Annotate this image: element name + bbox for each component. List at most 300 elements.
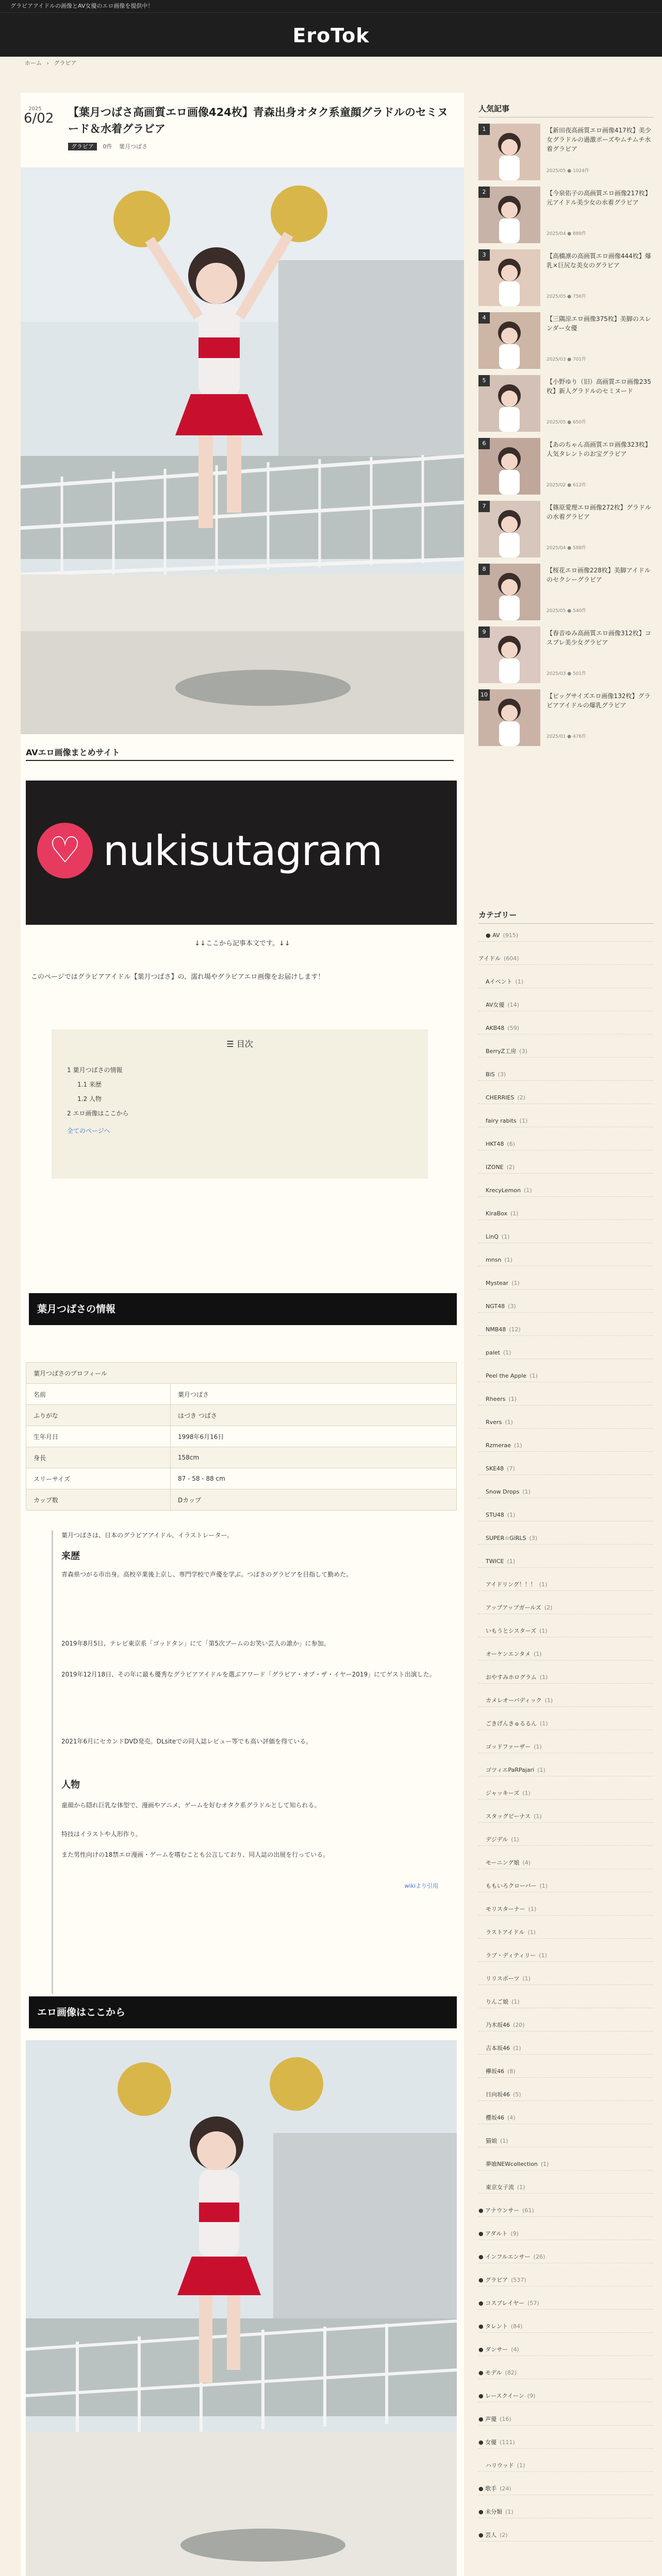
category-name[interactable]: アップアップガールズ (486, 1604, 541, 1611)
profile-value: はづき つばさ (171, 1405, 457, 1426)
category-item[interactable] (478, 2112, 654, 2124)
category-count: (537) (511, 2277, 526, 2283)
popular-thumbnail[interactable] (478, 689, 540, 746)
bio-paragraph: 2019年12月18日、その年に最も優秀なグラビアアイドルを選ぶアワード「グラビア・オブ・ザ・イヤー2019」にてゲスト出演した。 (61, 1671, 436, 1678)
category-item[interactable] (478, 1672, 654, 1684)
category-item[interactable] (478, 1533, 654, 1545)
popular-meta: 2025/05 ● 540件 (547, 608, 587, 614)
category-name[interactable]: ● グラビア (478, 2277, 508, 2283)
category-item[interactable] (478, 2321, 654, 2333)
profile-key: カップ数 (26, 1489, 171, 1511)
category-name[interactable]: ジャッキーズ (486, 1790, 520, 1797)
popular-item[interactable] (478, 249, 654, 306)
category-item[interactable] (478, 1649, 654, 1660)
category-count: (1) (501, 1233, 510, 1240)
category-name[interactable]: ● コスプレイヤー (478, 2300, 525, 2307)
post-date (24, 106, 54, 126)
category-item[interactable] (478, 1440, 654, 1452)
category-item[interactable] (478, 1092, 654, 1104)
category-name[interactable]: HKT48 (486, 1141, 504, 1147)
category-count: (1) (523, 1187, 532, 1194)
category-name[interactable]: Peel the Apple (486, 1372, 527, 1379)
category-count: (4) (522, 1859, 531, 1866)
category-name[interactable]: BiS (486, 1071, 495, 1078)
profile-table (26, 1362, 457, 1511)
category-name[interactable]: アイドル (478, 955, 501, 962)
category-name[interactable]: 東京女子流 (486, 2184, 514, 2191)
popular-rank: 10 (478, 689, 490, 701)
category-count: (1) (513, 2045, 521, 2052)
toc-more-link[interactable]: 全てのページへ (67, 1127, 110, 1134)
category-count: (12) (509, 1326, 521, 1333)
category-item[interactable] (478, 2414, 654, 2426)
popular-thumbnail[interactable] (478, 312, 540, 369)
category-name[interactable]: 吉本坂46 (486, 2045, 510, 2052)
category-name[interactable]: LinQ (486, 1233, 499, 1240)
category-item[interactable] (478, 1857, 654, 1869)
category-item[interactable] (478, 1880, 654, 1892)
category-name[interactable]: IZONE (486, 1164, 504, 1171)
category-name[interactable]: モリスターナー (486, 1906, 525, 1912)
category-item[interactable] (478, 2205, 654, 2217)
category-item[interactable] (478, 1950, 654, 1962)
category-count: (1) (529, 1372, 538, 1379)
category-item[interactable] (478, 2251, 654, 2263)
category-count: (14) (507, 1002, 519, 1008)
category-name[interactable]: KiraBox (486, 1210, 507, 1217)
category-item[interactable] (478, 1973, 654, 1985)
category-count: (1) (539, 1952, 547, 1959)
popular-rank: 1 (478, 124, 490, 135)
heading-images: エロ画像はここから (26, 1996, 457, 2028)
category-count: (1) (510, 1210, 519, 1217)
category-name[interactable]: リリスポーツ (486, 1975, 520, 1982)
category-name[interactable]: ● レースクイーン (478, 2393, 524, 2399)
post-year: 2025 (28, 106, 42, 112)
category-item[interactable] (478, 2437, 654, 2449)
category-name[interactable]: ● モデル (478, 2369, 502, 2376)
toc-item[interactable]: 1 葉月つばさの情報 (67, 1066, 123, 1074)
category-item[interactable] (478, 1695, 654, 1707)
category-item[interactable] (478, 2136, 654, 2147)
category-item[interactable] (478, 2043, 654, 2055)
category-name[interactable]: 乃木坂46 (486, 2022, 510, 2028)
category-item[interactable] (478, 1185, 654, 1197)
category-name[interactable]: Mystear (486, 1280, 509, 1286)
category-count: (1) (534, 1651, 542, 1657)
profile-key: 身長 (26, 1447, 171, 1468)
category-count: (1) (511, 1998, 520, 2005)
popular-rank: 3 (478, 249, 490, 261)
category-item[interactable] (478, 1834, 654, 1846)
bio-paragraph: 2019年8月5日、テレビ東京系「ゴッドタン」にて「第5次ブームのお笑い芸人の誰か」に参加。 (61, 1640, 330, 1647)
category-item[interactable] (478, 1718, 654, 1730)
category-heading: カテゴリー (478, 909, 654, 924)
profile-value: Dカップ (171, 1489, 457, 1511)
bio-paragraph: また男性向けの18禁エロ漫画・ゲームを嗜むことも公言しており、同人誌の出展を行っている。 (61, 1851, 329, 1858)
bio-heading-career: 来歴 (61, 1551, 80, 1562)
category-count: (1) (539, 1628, 548, 1634)
category-name[interactable]: デジデル (486, 1836, 508, 1843)
category-item[interactable] (478, 1765, 654, 1776)
popular-title[interactable]: 【今泉佑子の高画質エロ画像217枚】元アイドル美少女の水着グラビア (547, 190, 651, 206)
category-count: (1) (539, 1674, 548, 1681)
category-item[interactable] (478, 1927, 654, 1939)
post-tag[interactable]: 葉月つばさ (119, 143, 147, 150)
table-of-contents (52, 1029, 428, 1179)
category-item[interactable] (478, 1602, 654, 1614)
category-name[interactable]: ● アナウンサー (478, 2207, 520, 2214)
category-count: (8) (507, 2068, 516, 2075)
popular-title[interactable]: 【ビッグサイズエロ画像132枚】グラビアアイドルの爆乳グラビア (547, 692, 651, 709)
category-name[interactable]: Aイベント (486, 978, 512, 985)
category-item[interactable] (478, 1996, 654, 2008)
popular-title[interactable]: 【新田夜高画質エロ画像417枚】美少女グラドルの過激ポーズやムチムチ水着グラビア (547, 127, 651, 152)
category-name[interactable]: STU48 (486, 1512, 504, 1518)
category-name[interactable]: 猫娘 (486, 2138, 497, 2144)
category-item[interactable] (478, 2159, 654, 2171)
popular-item[interactable] (478, 626, 654, 683)
category-count: (24) (500, 2485, 511, 2492)
page-title: 【葉月つばさ高画質エロ画像424枚】青森出身オタク系童顔グラドルのセミヌード＆水着グラビア (68, 106, 448, 135)
category-item[interactable] (478, 953, 654, 965)
profile-key: スリーサイズ (26, 1468, 171, 1489)
popular-title[interactable]: 【三隅涼エロ画像375枚】美脚のスレンダー女優 (547, 315, 651, 332)
category-count: (1) (540, 1720, 548, 1727)
category-name[interactable]: AKB48 (486, 1025, 505, 1031)
popular-item[interactable] (478, 564, 654, 620)
category-item[interactable] (478, 1023, 654, 1035)
category-count: (5) (513, 2091, 521, 2098)
category-name[interactable]: おやすみホログラム (486, 1674, 537, 1681)
category-item[interactable] (478, 1788, 654, 1800)
category-count: (1) (511, 1836, 519, 1843)
popular-thumbnail[interactable] (478, 501, 540, 557)
category-item[interactable] (478, 1208, 654, 1220)
popular-item[interactable] (478, 124, 654, 180)
category-name[interactable]: 櫻坂46 (486, 2114, 504, 2121)
popular-thumbnail[interactable] (478, 249, 540, 306)
category-item[interactable] (478, 2020, 654, 2031)
bio-quote (52, 1530, 454, 1994)
toc-item[interactable]: 2 エロ画像はここから (67, 1110, 129, 1117)
category-count: (1) (522, 1975, 531, 1982)
bio-paragraph: 2021年6月にセカンドDVD発売。DLsiteでの同人誌レビュー等でも高い評価を得ている。 (61, 1738, 312, 1745)
category-name[interactable]: ● ダンサー (478, 2346, 508, 2353)
category-item[interactable] (478, 2182, 654, 2194)
popular-thumbnail[interactable] (478, 564, 540, 620)
category-name[interactable]: ● インフルエンサー (478, 2253, 531, 2260)
breadcrumb-home[interactable]: ホーム (25, 60, 42, 66)
category-badge[interactable]: グラビア (68, 143, 97, 150)
category-item[interactable] (478, 1510, 654, 1521)
category-item[interactable] (478, 1556, 654, 1568)
wiki-source-link[interactable]: wikiより引用 (404, 1883, 438, 1889)
popular-title[interactable]: 【小野ゆり（旧）高画質エロ画像235枚】新人グラドルのセミヌード (547, 378, 651, 395)
category-name[interactable]: Snow Drops (486, 1488, 520, 1495)
hero-image-graphic (21, 167, 464, 734)
scroll-note: ↓↓ここから記事本文です。↓↓ (194, 940, 290, 947)
category-name[interactable]: palet (486, 1349, 500, 1356)
popular-meta: 2025/02 ● 612件 (547, 483, 587, 488)
category-name[interactable]: ● 歌手 (478, 2485, 497, 2492)
category-count: (1) (522, 1790, 531, 1797)
heart-icon (37, 823, 93, 878)
category-item[interactable] (478, 2460, 654, 2472)
category-name[interactable]: 夢喰NEWcollection (486, 2161, 538, 2167)
category-count: (3) (529, 1535, 538, 1541)
category-name[interactable]: ハリウッド (486, 2462, 514, 2469)
category-item[interactable] (478, 1741, 654, 1753)
category-name[interactable]: ● タレント (478, 2323, 508, 2330)
popular-rank: 5 (478, 375, 490, 386)
category-count: (1) (517, 2462, 525, 2469)
profile-key: 生年月日 (26, 1426, 171, 1447)
category-item[interactable] (478, 1417, 654, 1429)
breadcrumb (25, 58, 79, 69)
category-count: (1) (508, 1396, 517, 1402)
category-item[interactable] (478, 976, 654, 988)
category-count: (1) (505, 2509, 514, 2515)
category-count: (2) (544, 1604, 553, 1611)
profile-value: 87 - 58 - 88 cm (171, 1468, 457, 1489)
bio-paragraph: 特技はイラストや人形作り。 (61, 1831, 142, 1838)
profile-key: 名前 (26, 1384, 171, 1405)
popular-meta: 2025/03 ● 701件 (547, 357, 587, 362)
category-item[interactable] (478, 1463, 654, 1475)
category-count: (2) (506, 1164, 515, 1171)
category-name[interactable]: ● 声優 (478, 2416, 497, 2422)
popular-heading: 人気記事 (478, 103, 654, 117)
category-name[interactable]: オーケンエンタメ (486, 1651, 531, 1657)
intro-text: このページではグラビアアイドル【葉月つばさ】の、濡れ場やグラビアエロ画像をお届けします！ (31, 973, 325, 981)
popular-item[interactable] (478, 375, 654, 432)
category-count: (3) (508, 1303, 516, 1310)
category-count: (4) (507, 2114, 516, 2121)
post-meta (68, 142, 153, 150)
category-name[interactable]: ゴツィエPaRPajari (486, 1767, 535, 1773)
category-item[interactable] (478, 2298, 654, 2310)
category-item[interactable] (478, 2530, 654, 2541)
category-count: (57) (527, 2300, 539, 2307)
gallery-image-1[interactable] (26, 2040, 457, 2576)
category-item[interactable] (478, 1904, 654, 1916)
category-count: (1) (505, 1419, 513, 1426)
breadcrumb-current[interactable]: グラビア (54, 60, 77, 66)
category-item[interactable] (478, 1811, 654, 1823)
category-name[interactable]: 日向坂46 (486, 2091, 510, 2098)
category-item[interactable] (478, 1579, 654, 1591)
category-name[interactable]: KrecyLemon (486, 1187, 521, 1194)
popular-item[interactable] (478, 438, 654, 495)
category-item[interactable] (478, 2089, 654, 2101)
category-count: (7) (507, 1465, 515, 1472)
category-item[interactable] (478, 1347, 654, 1359)
top-announcement: グラビアアイドルの画像とAV女優のエロ画像を提供中！ (0, 0, 662, 12)
category-name[interactable]: CHERRIES (486, 1094, 515, 1101)
category-name[interactable]: ● 女優 (478, 2439, 497, 2446)
heading-info: 葉月つばさの情報 (26, 1293, 457, 1325)
category-item[interactable] (478, 2275, 654, 2286)
category-name[interactable]: SKE48 (486, 1465, 504, 1472)
category-name[interactable]: いもうとシスターズ (486, 1628, 537, 1634)
category-name[interactable]: AV女優 (486, 1002, 505, 1008)
heart-glyph: ♡ (48, 829, 81, 871)
popular-rank: 9 (478, 626, 490, 638)
breadcrumb-separator: › (46, 60, 49, 66)
category-name[interactable]: モーニング娘 (486, 1859, 520, 1866)
category-item[interactable] (478, 930, 654, 942)
category-name[interactable]: 欅坂46 (486, 2068, 504, 2075)
category-item[interactable] (478, 1370, 654, 1382)
category-count: (1) (504, 1257, 512, 1263)
category-item[interactable] (478, 1139, 654, 1150)
site-logo[interactable]: EroTok (292, 24, 370, 47)
bio-paragraph: 童顔から隠れ巨乳な体型で、漫画やアニメ、ゲームを好むオタク系グラドルとして知られる。 (61, 1802, 321, 1809)
category-count: (1) (517, 2184, 525, 2191)
gallery-image-1-graphic (26, 2040, 457, 2576)
category-item[interactable] (478, 2344, 654, 2356)
category-item[interactable] (478, 1231, 654, 1243)
toc-item[interactable]: 1.1 来歴 (77, 1081, 102, 1088)
category-item[interactable] (478, 999, 654, 1011)
nukisutagram-banner[interactable] (26, 781, 457, 925)
category-item[interactable] (478, 1486, 654, 1498)
category-name[interactable]: ● アダルト (478, 2230, 508, 2237)
article-main (21, 93, 464, 2576)
category-item[interactable] (478, 1625, 654, 1637)
category-item[interactable] (478, 2066, 654, 2078)
profile-key: ふりがな (26, 1405, 171, 1426)
category-item[interactable] (478, 1162, 654, 1174)
hero-image (21, 167, 464, 734)
category-count: (9) (510, 2230, 519, 2237)
av-section-label: AVエロ画像まとめサイト (26, 746, 454, 761)
category-count: (1) (534, 1813, 542, 1820)
category-count: (1) (537, 1767, 545, 1773)
category-name[interactable]: Rvers (486, 1419, 502, 1426)
category-count: (1) (539, 1581, 548, 1588)
category-name[interactable]: mnsn (486, 1257, 502, 1263)
category-name[interactable]: ● AV (486, 932, 500, 939)
category-count: (1) (507, 1512, 516, 1518)
category-name[interactable]: ゴッドファーザー (486, 1743, 531, 1750)
popular-title[interactable]: 【あのちゃん高画質エロ画像323枚】人気タレントのお宝グラビア (547, 441, 651, 457)
popular-title[interactable]: 【高橋凛の高画質エロ画像444枚】爆乳×巨尻な美女のグラビア (547, 252, 651, 269)
category-count: (604) (504, 955, 519, 962)
popular-thumbnail[interactable] (478, 187, 540, 243)
popular-thumbnail[interactable] (478, 375, 540, 432)
category-item[interactable] (478, 1255, 654, 1266)
category-item[interactable] (478, 1115, 654, 1127)
category-item[interactable] (478, 1324, 654, 1336)
popular-rank: 6 (478, 438, 490, 449)
category-count: (6) (507, 1141, 515, 1147)
category-item[interactable] (478, 2506, 654, 2518)
category-name[interactable]: ● 未分類 (478, 2509, 503, 2515)
category-item[interactable] (478, 2367, 654, 2379)
bio-paragraph: 青森県つがる市出身。高校卒業後上京し、専門学校で声優を学ぶ。つばきのグラビアを目指して勤めた。 (61, 1571, 353, 1578)
profile-value: 158cm (171, 1447, 457, 1468)
category-count: (26) (533, 2253, 545, 2260)
popular-thumbnail[interactable] (478, 438, 540, 495)
category-count: (1) (522, 1488, 531, 1495)
popular-thumbnail[interactable] (478, 626, 540, 683)
category-count: (3) (519, 1048, 527, 1055)
category-name[interactable]: スタッグビーナス (486, 1813, 531, 1820)
category-count: (3) (498, 1071, 506, 1078)
category-name[interactable]: アイドリング！！！ (486, 1581, 536, 1588)
category-count: (1) (507, 1558, 516, 1565)
category-count: (84) (510, 2323, 523, 2330)
site-header (0, 12, 662, 57)
category-name[interactable]: ももいろクローバー (486, 1883, 537, 1889)
category-name[interactable]: NGT48 (486, 1303, 505, 1310)
category-item[interactable] (478, 1278, 654, 1290)
popular-item[interactable] (478, 689, 654, 746)
category-name[interactable]: NMB48 (486, 1326, 506, 1333)
category-name[interactable]: SUPER☆GiRLS (486, 1535, 526, 1541)
toc-title: ☰ 目次 (226, 1039, 253, 1049)
category-name[interactable]: Rheers (486, 1396, 506, 1402)
toc-item[interactable]: 1.2 人物 (77, 1095, 102, 1103)
category-name[interactable]: Rzmerae (486, 1442, 511, 1449)
category-count: (82) (505, 2369, 517, 2376)
category-item[interactable] (478, 1069, 654, 1081)
bio-heading-person: 人物 (61, 1780, 80, 1790)
category-count: (1) (534, 1743, 542, 1750)
category-item[interactable] (478, 1301, 654, 1313)
popular-rank: 8 (478, 564, 490, 575)
category-name[interactable]: ごきげんきゅるるん (486, 1720, 537, 1727)
category-item[interactable] (478, 1046, 654, 1058)
comment-count[interactable]: 0件 (103, 143, 112, 150)
category-item[interactable] (478, 2483, 654, 2495)
popular-meta: 2025/01 ● 476件 (547, 734, 587, 739)
category-name[interactable]: カメレオーバディック (486, 1697, 542, 1704)
category-name[interactable]: りんご娘 (486, 1998, 508, 2005)
category-item[interactable] (478, 1394, 654, 1405)
category-name[interactable]: ラストアイドル (486, 1929, 525, 1936)
popular-meta: 2025/05 ● 1024件 (547, 168, 589, 174)
category-name[interactable]: fairy rabits (486, 1117, 517, 1124)
popular-meta: 2025/03 ● 501件 (547, 671, 587, 676)
category-item[interactable] (478, 2391, 654, 2402)
popular-thumbnail[interactable] (478, 124, 540, 180)
category-count: (1) (503, 1349, 511, 1356)
popular-item[interactable] (478, 501, 654, 557)
category-count: (1) (528, 1906, 537, 1912)
popular-title[interactable]: 【桜花エロ画像228枚】美脚アイドルのセクシーグラビア (547, 567, 651, 583)
category-name[interactable]: TWICE (486, 1558, 504, 1565)
popular-title[interactable]: 【篠原愛理エロ画像272枚】グラドルの水着グラビア (547, 504, 651, 520)
category-count: (1) (500, 2138, 508, 2144)
category-name[interactable]: ● 芸人 (478, 2532, 497, 2538)
popular-title[interactable]: 【春音ゆみ高画質エロ画像312枚】コスプレ美少女グラビア (547, 630, 651, 646)
category-count: (4) (511, 2346, 519, 2353)
category-count: (16) (500, 2416, 511, 2422)
popular-meta: 2025/05 ● 756件 (547, 294, 587, 299)
post-day: 6/02 (24, 111, 54, 126)
popular-rank: 7 (478, 501, 490, 512)
category-count: (61) (522, 2207, 534, 2214)
category-name[interactable]: BerryZ工房 (486, 1048, 517, 1055)
category-name[interactable]: ラブ・ディティリー (486, 1952, 536, 1959)
popular-item[interactable] (478, 187, 654, 243)
category-item[interactable] (478, 2228, 654, 2240)
popular-item[interactable] (478, 312, 654, 369)
popular-rank: 2 (478, 187, 490, 198)
